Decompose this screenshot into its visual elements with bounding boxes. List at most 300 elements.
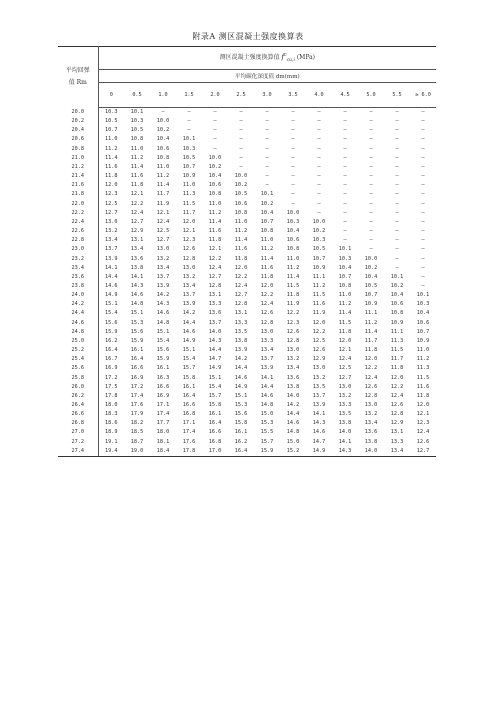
strength-value-cell: — xyxy=(395,237,399,244)
strength-value-cell: 10.6 xyxy=(416,319,430,326)
strength-value-cell: 12.0 xyxy=(105,182,118,189)
strength-value-cell: 11.5 xyxy=(416,374,430,381)
strength-value-cell: 18.2 xyxy=(130,420,144,427)
strength-value-cell: 12.0 xyxy=(312,319,326,326)
strength-value-cell: 13.6 xyxy=(286,374,300,381)
strength-value-cell: 13.4 xyxy=(182,282,196,289)
strength-value-cell: — xyxy=(421,163,425,170)
strength-value-cell: 12.4 xyxy=(416,429,430,436)
strength-value-cell: 14.4 xyxy=(105,273,118,280)
table-row xyxy=(58,447,436,457)
rebound-header xyxy=(58,47,98,108)
strength-value-cell: — xyxy=(213,136,217,143)
strength-value-cell: — xyxy=(291,200,295,207)
rebound-value-cell: 26.4 xyxy=(58,401,98,410)
rebound-value-cell: 26.0 xyxy=(58,383,98,392)
strength-value-cell: 13.9 xyxy=(182,301,196,308)
rebound-value-cell: 26.8 xyxy=(58,419,98,428)
table-row xyxy=(58,209,436,218)
strength-value-cell: 11.4 xyxy=(105,154,118,161)
strength-value-cell: 10.3 xyxy=(182,145,196,152)
strength-value-cell: 10.9 xyxy=(312,264,326,271)
strength-value-cell: 12.2 xyxy=(312,328,326,335)
strength-value-cell: 10.4 xyxy=(364,273,378,280)
table-row xyxy=(58,200,436,209)
strength-value-cell: — xyxy=(291,173,295,180)
strength-value-cell: 17.9 xyxy=(130,411,144,418)
rebound-value-cell: 25.6 xyxy=(58,364,98,373)
strength-value-cell: 14.6 xyxy=(234,374,248,381)
table-row xyxy=(58,401,436,410)
strength-value-cell: 17.6 xyxy=(130,402,144,408)
strength-value-cell: 14.4 xyxy=(286,411,300,418)
strength-value-cell: — xyxy=(239,136,243,143)
strength-value-cell: 11.0 xyxy=(208,200,222,207)
strength-value-cell: 10.8 xyxy=(390,310,404,317)
rebound-value-cell: 24.8 xyxy=(58,328,98,337)
strength-value-cell: 10.0 xyxy=(156,118,170,125)
strength-value-cell: 14.4 xyxy=(182,319,196,326)
rebound-value-cell: 20.4 xyxy=(58,126,98,135)
strength-value-cell: 12.6 xyxy=(286,328,300,335)
table-row xyxy=(58,126,436,135)
strength-value-cell: 13.1 xyxy=(234,310,248,317)
strength-value-cell: 12.5 xyxy=(338,365,352,372)
strength-symbol: f xyxy=(281,53,285,62)
strength-value-cell: — xyxy=(265,154,269,161)
table-row xyxy=(58,438,436,447)
strength-value-cell: — xyxy=(343,200,347,207)
depth-header-cell: 0.5 xyxy=(124,83,150,108)
header-row-strength xyxy=(58,47,436,70)
table-row xyxy=(58,374,436,383)
strength-value-cell: 15.8 xyxy=(182,374,196,381)
strength-value-cell: 10.1 xyxy=(182,136,196,143)
rebound-value-cell: 22.4 xyxy=(58,218,98,227)
strength-value-cell: 16.8 xyxy=(208,438,222,445)
strength-value-cell: 12.0 xyxy=(260,282,274,289)
strength-value-cell: — xyxy=(421,282,425,289)
strength-value-cell: — xyxy=(369,127,373,134)
strength-conversion-table xyxy=(58,46,436,457)
strength-value-cell: 11.3 xyxy=(416,365,430,372)
strength-value-cell: 16.1 xyxy=(182,383,196,390)
strength-value-cell: 11.1 xyxy=(390,328,404,335)
strength-value-cell: 13.7 xyxy=(260,356,274,363)
strength-value-cell: 12.6 xyxy=(182,246,196,253)
strength-value-cell: 12.1 xyxy=(130,191,144,198)
strength-value-cell: 16.1 xyxy=(130,347,144,354)
strength-value-cell: 13.6 xyxy=(130,255,144,262)
strength-value-cell: 14.6 xyxy=(260,392,274,399)
strength-value-cell: 14.7 xyxy=(312,438,326,445)
strength-value-cell: — xyxy=(239,145,243,152)
strength-value-cell: 11.2 xyxy=(286,264,300,271)
strength-value-cell: 12.9 xyxy=(130,228,144,235)
strength-value-cell: 12.4 xyxy=(234,282,248,289)
strength-value-cell: — xyxy=(421,182,425,189)
strength-value-cell: 11.6 xyxy=(312,301,326,308)
strength-value-cell: 15.0 xyxy=(286,438,300,445)
strength-value-cell: 16.9 xyxy=(130,374,144,381)
strength-value-cell: 10.0 xyxy=(208,154,222,161)
strength-value-cell: 11.9 xyxy=(286,301,300,308)
strength-value-cell: — xyxy=(265,109,269,115)
strength-value-cell: 14.4 xyxy=(260,383,274,390)
strength-value-cell: 12.9 xyxy=(312,356,326,363)
rebound-value-cell: 21.2 xyxy=(58,163,98,172)
strength-value-cell: 14.9 xyxy=(182,337,196,344)
strength-value-cell: 17.0 xyxy=(202,447,228,457)
strength-value-cell: 18.0 xyxy=(156,429,170,436)
strength-value-cell: — xyxy=(291,182,295,189)
strength-value-cell: 15.9 xyxy=(156,356,170,363)
rebound-value-cell: 20.6 xyxy=(58,135,98,144)
strength-value-cell: 10.3 xyxy=(105,109,118,115)
strength-value-cell: 15.8 xyxy=(234,420,248,427)
strength-value-cell: 15.9 xyxy=(130,337,144,344)
strength-value-cell: 14.8 xyxy=(130,301,144,308)
strength-value-cell: — xyxy=(421,273,425,280)
rebound-value-cell: 20.8 xyxy=(58,145,98,154)
table-row xyxy=(58,309,436,318)
strength-value-cell: 15.7 xyxy=(208,392,222,399)
strength-value-cell: 11.7 xyxy=(156,191,170,198)
strength-value-cell: — xyxy=(317,173,321,180)
strength-value-cell: 11.2 xyxy=(338,301,352,308)
strength-value-cell: 12.2 xyxy=(260,292,274,299)
strength-value-cell: 15.6 xyxy=(156,347,170,354)
strength-value-cell: — xyxy=(187,109,191,115)
strength-value-cell: — xyxy=(213,145,217,152)
strength-value-cell: 13.4 xyxy=(260,347,274,354)
strength-value-cell: — xyxy=(317,127,321,134)
strength-value-cell: 11.4 xyxy=(260,255,274,262)
table-row xyxy=(58,328,436,337)
strength-value-cell: — xyxy=(239,154,243,161)
strength-value-cell: 12.1 xyxy=(182,228,196,235)
strength-value-cell: 13.9 xyxy=(260,365,274,372)
strength-value-cell: 10.1 xyxy=(416,292,430,299)
strength-value-cell: 10.5 xyxy=(130,127,144,134)
depth-header-cell: 4.0 xyxy=(306,83,332,108)
strength-value-cell: — xyxy=(317,209,321,216)
strength-value-cell: 14.9 xyxy=(105,292,118,299)
strength-value-cell: 13.5 xyxy=(312,383,326,390)
strength-value-cell: — xyxy=(369,182,373,189)
strength-value-cell: 10.2 xyxy=(364,264,378,271)
strength-value-cell: 14.6 xyxy=(130,292,144,299)
rebound-value-cell: 22.8 xyxy=(58,236,98,245)
strength-value-cell: 17.8 xyxy=(105,392,118,399)
strength-value-cell: — xyxy=(369,191,373,198)
strength-value-cell: 14.2 xyxy=(286,402,300,408)
strength-value-cell: 13.8 xyxy=(234,337,248,344)
strength-value-cell: — xyxy=(421,264,425,271)
strength-value-cell: 13.8 xyxy=(338,420,352,427)
rebound-value-cell: 25.2 xyxy=(58,346,98,355)
strength-value-cell: 11.8 xyxy=(416,392,430,399)
strength-value-cell: 14.6 xyxy=(182,328,196,335)
strength-value-cell: — xyxy=(317,182,321,189)
strength-value-cell: 12.5 xyxy=(156,228,170,235)
strength-value-cell: — xyxy=(395,118,399,125)
strength-value-cell: 10.8 xyxy=(156,154,170,161)
strength-value-cell: 12.7 xyxy=(338,374,352,381)
strength-value-cell: 11.0 xyxy=(286,255,300,262)
strength-value-cell: 15.9 xyxy=(254,447,280,457)
strength-value-cell: 10.7 xyxy=(105,127,118,134)
strength-value-cell: — xyxy=(291,127,295,134)
strength-value-cell: — xyxy=(421,127,425,134)
strength-value-cell: 17.8 xyxy=(176,447,202,457)
table-row xyxy=(58,300,436,309)
strength-value-cell: 10.7 xyxy=(182,163,196,170)
strength-value-cell: 10.2 xyxy=(234,182,248,189)
table-row xyxy=(58,172,436,181)
strength-value-cell: 10.6 xyxy=(390,301,404,308)
strength-value-cell: — xyxy=(369,209,373,216)
strength-value-cell: — xyxy=(343,228,347,235)
strength-value-cell: 11.8 xyxy=(338,328,352,335)
strength-value-cell: 12.3 xyxy=(182,237,196,244)
strength-value-cell: — xyxy=(239,118,243,125)
strength-value-cell: 12.8 xyxy=(286,337,300,344)
strength-value-cell: 17.4 xyxy=(182,429,196,436)
strength-value-cell: — xyxy=(421,109,425,115)
rebound-value-cell: 26.6 xyxy=(58,410,98,419)
strength-value-cell: — xyxy=(265,136,269,143)
strength-value-cell: 16.6 xyxy=(156,383,170,390)
strength-value-cell: 15.4 xyxy=(105,310,118,317)
strength-value-cell: — xyxy=(369,200,373,207)
rebound-value-cell: 23.0 xyxy=(58,245,98,254)
strength-value-cell: 10.0 xyxy=(364,255,378,262)
strength-value-cell: 11.4 xyxy=(234,237,248,244)
strength-value-cell: — xyxy=(265,173,269,180)
strength-value-cell: — xyxy=(421,145,425,152)
strength-value-cell: — xyxy=(421,118,425,125)
strength-value-cell: 11.7 xyxy=(364,337,378,344)
strength-value-cell: 16.9 xyxy=(156,392,170,399)
strength-value-cell: 12.2 xyxy=(234,273,248,280)
strength-value-cell: 15.2 xyxy=(280,447,306,457)
strength-value-cell: 10.6 xyxy=(208,182,222,189)
table-row xyxy=(58,291,436,300)
strength-value-cell: 11.4 xyxy=(364,328,378,335)
rebound-value-cell: 25.4 xyxy=(58,355,98,364)
strength-value-cell: 10.5 xyxy=(182,154,196,161)
strength-value-cell: 11.4 xyxy=(338,310,352,317)
strength-value-cell: 13.0 xyxy=(105,218,118,225)
strength-value-cell: — xyxy=(343,136,347,143)
strength-value-cell: 18.9 xyxy=(105,429,118,436)
strength-value-cell: 12.6 xyxy=(416,438,430,445)
strength-value-cell: — xyxy=(395,255,399,262)
rebound-value-cell: 22.2 xyxy=(58,209,98,218)
strength-value-cell: 10.5 xyxy=(105,118,118,125)
strength-value-cell: 10.2 xyxy=(156,127,170,134)
strength-value-cell: — xyxy=(291,118,295,125)
strength-value-cell: 10.0 xyxy=(234,173,248,180)
strength-value-cell: 13.0 xyxy=(182,264,196,271)
strength-value-cell: 17.1 xyxy=(156,402,170,408)
strength-value-cell: 17.5 xyxy=(105,383,118,390)
strength-value-cell: 12.7 xyxy=(156,237,170,244)
strength-value-cell: — xyxy=(265,182,269,189)
strength-value-cell: 16.4 xyxy=(208,420,222,427)
strength-value-cell: 12.2 xyxy=(286,310,300,317)
strength-value-cell: 10.8 xyxy=(338,282,352,289)
strength-value-cell: 15.1 xyxy=(156,328,170,335)
strength-value-cell: 10.6 xyxy=(286,237,300,244)
strength-value-cell: — xyxy=(343,237,347,244)
strength-value-cell: 15.7 xyxy=(182,365,196,372)
strength-value-cell: — xyxy=(343,118,347,125)
strength-value-cell: 19.0 xyxy=(124,447,150,457)
strength-value-cell: 16.1 xyxy=(234,429,248,436)
table-row xyxy=(58,117,436,126)
strength-value-cell: 10.2 xyxy=(312,228,326,235)
strength-value-cell: 13.5 xyxy=(338,411,352,418)
strength-value-cell: 15.1 xyxy=(182,347,196,354)
strength-value-cell: 10.8 xyxy=(286,246,300,253)
strength-value-cell: 11.0 xyxy=(416,347,430,354)
strength-value-cell: 12.1 xyxy=(208,246,222,253)
strength-value-cell: — xyxy=(421,218,425,225)
table-row xyxy=(58,337,436,346)
strength-value-cell: 13.0 xyxy=(338,383,352,390)
rebound-value-cell: 23.4 xyxy=(58,264,98,273)
strength-value-cell: — xyxy=(291,163,295,170)
table-row xyxy=(58,190,436,199)
rebound-value-cell: 26.2 xyxy=(58,392,98,401)
strength-value-cell: 14.1 xyxy=(105,264,118,271)
strength-value-cell: 14.6 xyxy=(156,310,170,317)
depth-header-cell: 0 xyxy=(98,83,124,108)
table-row xyxy=(58,319,436,328)
carbonation-header: 平均碳化深度值 dm(mm) xyxy=(98,70,436,83)
strength-value-cell: 12.4 xyxy=(364,374,378,381)
strength-value-cell: 12.0 xyxy=(234,264,248,271)
strength-value-cell: 17.7 xyxy=(156,420,170,427)
strength-value-cell: 17.4 xyxy=(130,392,144,399)
strength-value-cell: — xyxy=(239,127,243,134)
strength-value-cell: — xyxy=(343,154,347,161)
strength-value-cell: 12.4 xyxy=(260,301,274,308)
strength-value-cell: 11.4 xyxy=(130,163,144,170)
rebound-value-cell: 23.2 xyxy=(58,255,98,264)
strength-value-cell: 13.7 xyxy=(182,292,196,299)
strength-value-cell: — xyxy=(187,127,191,134)
strength-value-cell: 11.2 xyxy=(416,356,430,363)
page-title: 附录A 测区混凝土强度换算表 xyxy=(192,32,304,41)
strength-value-cell: 16.4 xyxy=(105,347,118,354)
strength-value-cell: — xyxy=(421,237,425,244)
strength-value-cell: 15.0 xyxy=(260,411,274,418)
strength-value-cell: 13.1 xyxy=(130,237,144,244)
strength-value-cell: 12.6 xyxy=(364,383,378,390)
strength-value-cell: — xyxy=(317,200,321,207)
strength-value-cell: — xyxy=(239,109,243,115)
depth-header-cell: 2.0 xyxy=(202,83,228,108)
strength-value-cell: 10.1 xyxy=(260,191,274,198)
strength-value-cell: 13.8 xyxy=(364,438,378,445)
strength-value-cell: 11.0 xyxy=(338,292,352,299)
strength-value-cell: 18.6 xyxy=(105,420,118,427)
strength-value-cell: 11.2 xyxy=(208,209,222,216)
rebound-value-cell: 21.4 xyxy=(58,172,98,181)
strength-value-cell: 13.5 xyxy=(234,328,248,335)
strength-value-cell: 11.6 xyxy=(234,246,248,253)
strength-value-cell: 14.6 xyxy=(312,429,326,436)
strength-value-cell: 16.2 xyxy=(234,438,248,445)
depth-header-cell: 5.5 xyxy=(384,83,410,108)
strength-value-cell: — xyxy=(265,118,269,125)
strength-value-cell: 13.3 xyxy=(208,301,222,308)
strength-value-cell: 14.2 xyxy=(156,292,170,299)
strength-value-cell: 10.8 xyxy=(260,228,274,235)
strength-value-cell: 11.0 xyxy=(234,218,248,225)
strength-value-cell: — xyxy=(395,209,399,216)
strength-value-cell: — xyxy=(369,118,373,125)
strength-value-cell: 14.3 xyxy=(130,282,144,289)
strength-value-cell: 13.7 xyxy=(312,392,326,399)
strength-value-cell: — xyxy=(395,182,399,189)
strength-value-cell: 11.9 xyxy=(156,200,170,207)
strength-value-cell: 15.5 xyxy=(260,429,274,436)
strength-value-cell: — xyxy=(291,191,295,198)
strength-value-cell: — xyxy=(343,209,347,216)
strength-value-cell: 10.8 xyxy=(234,209,248,216)
strength-value-cell: 12.3 xyxy=(105,191,118,198)
strength-value-cell: 10.9 xyxy=(364,301,378,308)
strength-value-cell: 10.1 xyxy=(338,246,352,253)
strength-value-cell: 12.6 xyxy=(260,310,274,317)
strength-value-cell: — xyxy=(369,173,373,180)
strength-value-cell: 11.8 xyxy=(364,347,378,354)
strength-value-cell: 12.7 xyxy=(410,447,436,457)
strength-value-cell: 12.6 xyxy=(312,347,326,354)
strength-value-cell: 11.2 xyxy=(260,246,274,253)
rebound-value-cell: 23.6 xyxy=(58,273,98,282)
strength-value-cell: 11.6 xyxy=(130,173,144,180)
strength-header-unit: (MPa) xyxy=(296,54,316,62)
strength-value-cell: 14.9 xyxy=(234,383,248,390)
table-row xyxy=(58,135,436,144)
strength-value-cell: 10.5 xyxy=(234,191,248,198)
strength-value-cell: 19.1 xyxy=(105,438,118,445)
strength-value-cell: — xyxy=(317,191,321,198)
strength-value-cell: 15.8 xyxy=(208,402,222,408)
strength-value-cell: — xyxy=(213,109,217,115)
strength-value-cell: 14.4 xyxy=(234,365,248,372)
strength-value-cell: 11.8 xyxy=(260,273,274,280)
strength-value-cell: 12.2 xyxy=(390,383,404,390)
strength-value-cell: 11.2 xyxy=(312,282,326,289)
strength-value-cell: 17.6 xyxy=(182,438,196,445)
strength-value-cell: — xyxy=(369,237,373,244)
strength-header xyxy=(98,47,436,70)
strength-value-cell: — xyxy=(395,173,399,180)
strength-value-cell: — xyxy=(291,154,295,161)
strength-value-cell: 13.0 xyxy=(312,365,326,372)
table-row xyxy=(58,145,436,154)
strength-value-cell: — xyxy=(265,163,269,170)
strength-value-cell: 10.4 xyxy=(156,136,170,143)
strength-value-cell: — xyxy=(395,246,399,253)
strength-value-cell: 11.5 xyxy=(286,282,300,289)
